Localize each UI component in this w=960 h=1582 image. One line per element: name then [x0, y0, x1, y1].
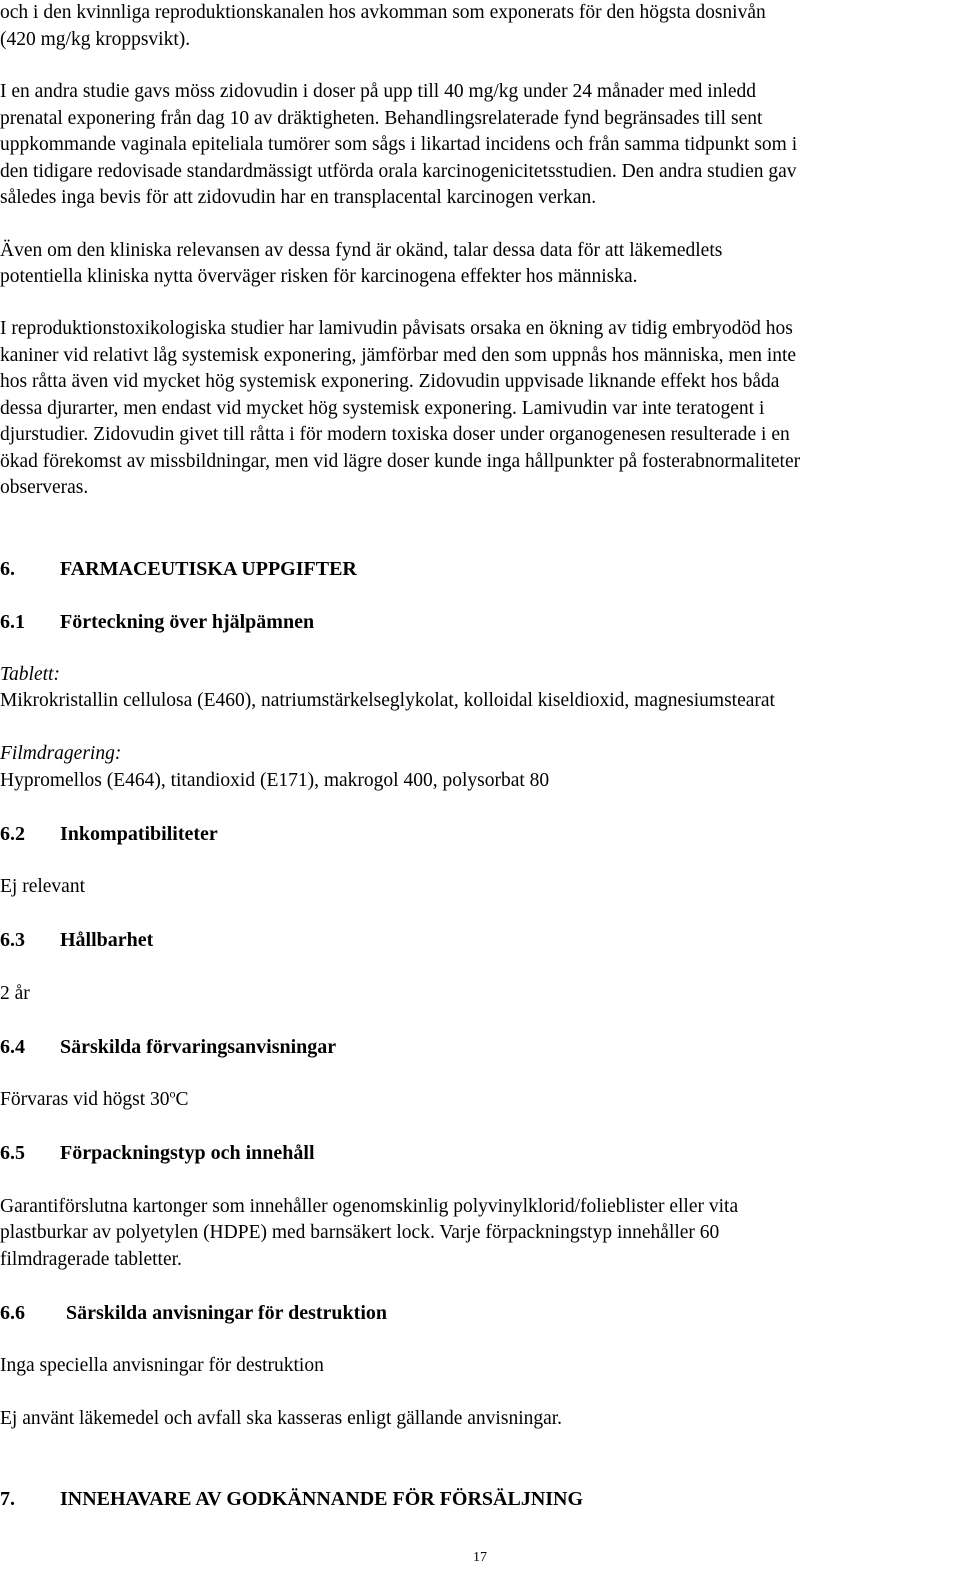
paragraph-line: Även om den kliniska relevansen av dessa fynd är okänd, talar dessa data för att läkemedlets [0, 240, 723, 261]
section-number: 6.4 [0, 1036, 25, 1058]
paragraph-line: I reproduktionstoxikologiska studier har lamivudin påvisats orsaka en ökning av tidig embryodöd hos [0, 318, 793, 339]
section-number: 6.1 [0, 611, 25, 633]
paragraph-line: Garantiförslutna kartonger som innehåller ogenomskinlig polyvinylklorid/folieblister eller vita [0, 1196, 739, 1217]
section-title: Inkompatibiliteter [60, 823, 218, 845]
paragraph-line: ökad förekomst av missbildningar, men vid lägre doser kunde inga hållpunkter på fosterabnormaliteter [0, 451, 801, 472]
section-title: Särskilda förvaringsanvisningar [60, 1036, 337, 1058]
section-heading-7 [0, 1486, 583, 1513]
paragraph-line: prenatal exponering från dag 10 av dräktigheten. Behandlingsrelaterade fynd begränsades till sent [0, 108, 763, 129]
section-6-6-text: Inga speciella anvisningar för destruktion [0, 1355, 324, 1376]
paragraph-line: hos råtta även vid mycket hög systemisk exponering. Zidovudin uppvisade liknande effekt hos båda [0, 371, 780, 392]
section-number: 6.6 [0, 1302, 25, 1324]
paragraph-line: (420 mg/kg kroppsvikt). [0, 29, 191, 50]
degree-sup: o [169, 1086, 176, 1101]
section-heading-6-2 [0, 821, 218, 848]
paragraph-line: den tidigare redovisade standardmässigt utförda orala karcinogenicitetsstudien. Den andra studien gav [0, 161, 797, 182]
section-title: Särskilda anvisningar för destruktion [66, 1302, 388, 1324]
section-heading-6-6 [0, 1300, 387, 1327]
page-number: 17 [473, 1550, 487, 1565]
section-number: 6.2 [0, 823, 25, 845]
storage-unit: C [175, 1089, 189, 1110]
section-heading-6-1 [0, 609, 314, 636]
section-6-2-text: Ej relevant [0, 876, 85, 897]
section-title: Hållbarhet [60, 929, 154, 951]
paragraph-line: potentiella kliniska nytta överväger risken för karcinogena effekter hos människa. [0, 266, 638, 287]
section-6-3-text: 2 år [0, 983, 30, 1004]
paragraph-line: således inga bevis för att zidovudin har en transplacental karcinogen verkan. [0, 187, 597, 208]
section-title: FARMACEUTISKA UPPGIFTER [60, 558, 357, 580]
section-heading-6-5 [0, 1140, 315, 1167]
paragraph-line: dessa djurarter, men endast vid mycket hög systemisk exponering. Lamivudin var inte teratogent i [0, 398, 765, 419]
film-label: Filmdragering: [0, 743, 122, 764]
section-heading-6-4 [0, 1034, 336, 1061]
section-title: Förpackningstyp och innehåll [60, 1142, 315, 1164]
paragraph-line: observeras. [0, 477, 89, 498]
paragraph-line: I en andra studie gavs möss zidovudin i doser på upp till 40 mg/kg under 24 månader med inledd [0, 81, 757, 102]
paragraph-line: uppkommande vaginala epiteliala tumörer som sågs i likartad incidens och från samma tidpunkt som i [0, 134, 798, 155]
section-heading-6-3 [0, 927, 153, 954]
film-text: Hypromellos (E464), titandioxid (E171), makrogol 400, polysorbat 80 [0, 770, 550, 791]
paragraph-line: kaniner vid relativt låg systemisk exponering, jämförbar med den som uppnås hos människa, men inte [0, 345, 797, 366]
paragraph-line: djurstudier. Zidovudin givet till råtta i för modern toxiska doser under organogenesen resulterade i en [0, 424, 790, 445]
tablett-label: Tablett: [0, 664, 60, 685]
section-number: 6.5 [0, 1142, 25, 1164]
paragraph-line: plastburkar av polyetylen (HDPE) med barnsäkert lock. Varje förpackningstyp innehåller 60 [0, 1222, 720, 1243]
section-title: INNEHAVARE AV GODKÄNNANDE FÖR FÖRSÄLJNING [60, 1488, 584, 1510]
paragraph-line: och i den kvinnliga reproduktionskanalen hos avkomman som exponerats för den högsta dosnivån [0, 2, 766, 23]
tablett-text: Mikrokristallin cellulosa (E460), natriumstärkelseglykolat, kolloidal kiseldioxid, magnesiumstearat [0, 690, 775, 711]
section-6-6-text-2: Ej använt läkemedel och avfall ska kasseras enligt gällande anvisningar. [0, 1408, 563, 1429]
section-number: 7. [0, 1488, 15, 1510]
section-heading-6 [0, 556, 357, 583]
paragraph-line: filmdragerade tabletter. [0, 1249, 182, 1270]
section-number: 6.3 [0, 929, 25, 951]
storage-text: Förvaras vid högst 30 [0, 1089, 170, 1110]
section-6-4-text [0, 1087, 189, 1114]
section-title: Förteckning över hjälpämnen [60, 611, 315, 633]
section-number: 6. [0, 558, 15, 580]
